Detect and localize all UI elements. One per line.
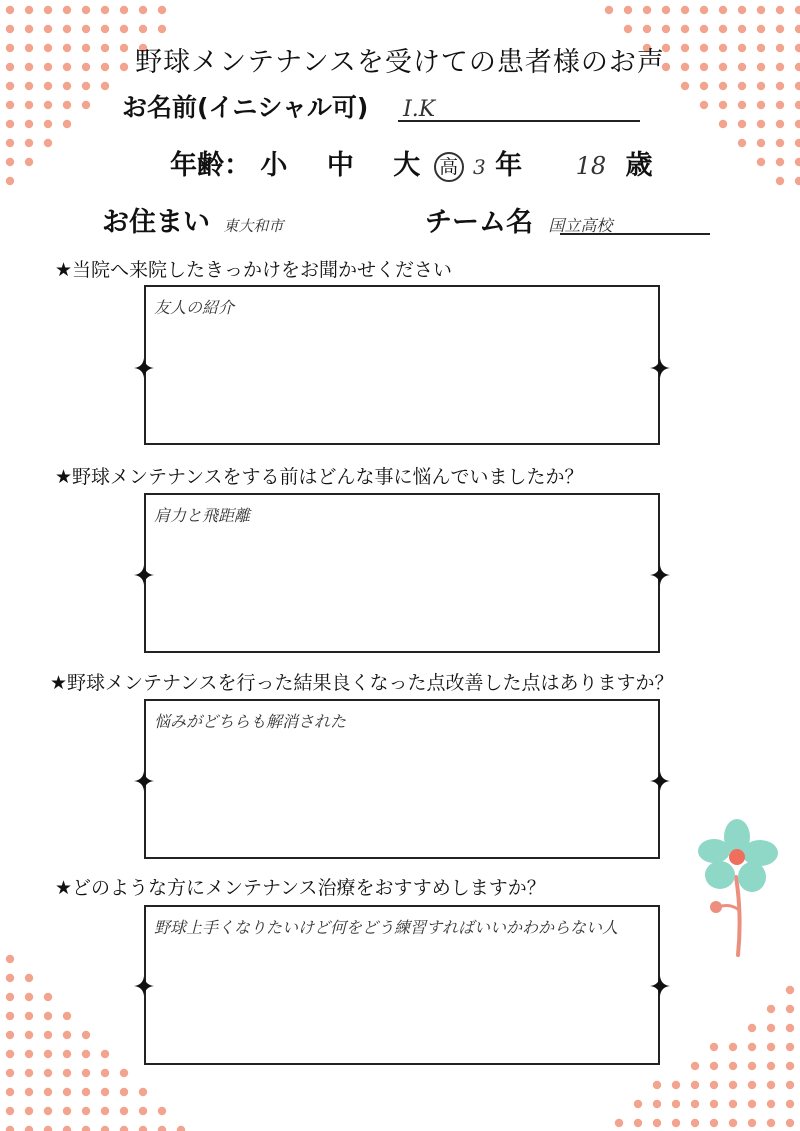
decor-dot — [63, 82, 71, 90]
decor-dot — [6, 1088, 14, 1096]
sparkle-icon — [650, 976, 670, 996]
decor-dot — [634, 1119, 642, 1127]
decor-dot — [710, 1043, 718, 1051]
decor-dot — [748, 1024, 756, 1032]
grade-value: 3 — [473, 155, 486, 179]
age-unit: 歳 — [625, 150, 653, 181]
school-option-elementary: 小 — [260, 150, 288, 181]
decor-dot — [63, 1088, 71, 1096]
decor-dot — [6, 1031, 14, 1039]
decor-dot — [786, 1024, 794, 1032]
answer-4: 野球上手くなりたいけど何をどう練習すればいいかわからない人 — [154, 918, 619, 937]
decor-dot — [767, 1024, 775, 1032]
decor-dot — [6, 1126, 14, 1131]
decor-dot — [767, 1005, 775, 1013]
decor-dot — [63, 101, 71, 109]
sparkle-icon — [134, 976, 154, 996]
decor-dot — [158, 1107, 166, 1115]
school-option-university: 大 — [393, 150, 421, 181]
decor-dot — [101, 82, 109, 90]
decor-dot — [738, 6, 746, 14]
decor-dot — [795, 101, 800, 109]
decor-dot — [691, 1119, 699, 1127]
decor-dot — [700, 82, 708, 90]
decor-dot — [25, 974, 33, 982]
decor-dot — [767, 1100, 775, 1108]
decor-dot — [767, 1062, 775, 1070]
decor-dot — [158, 1126, 166, 1131]
decor-dot — [25, 6, 33, 14]
decor-dot — [691, 1062, 699, 1070]
decor-dot — [729, 1043, 737, 1051]
address-row — [102, 200, 283, 239]
decor-dot — [710, 1062, 718, 1070]
team-underline — [560, 233, 710, 235]
page-title: 野球メンテナンスを受けての患者様のお声 — [135, 47, 665, 78]
decor-dot — [748, 1081, 756, 1089]
decor-dot — [710, 1100, 718, 1108]
sparkle-icon — [650, 565, 670, 585]
decor-dot — [63, 120, 71, 128]
decor-dot — [767, 1119, 775, 1127]
decor-dot — [662, 25, 670, 33]
decor-dot — [25, 101, 33, 109]
sparkle-icon — [134, 358, 154, 378]
decor-dot — [691, 1081, 699, 1089]
decor-dot — [738, 25, 746, 33]
decor-dot — [710, 1081, 718, 1089]
decor-dot — [748, 1119, 756, 1127]
team-value: 国立高校 — [548, 216, 613, 235]
decor-dot — [738, 120, 746, 128]
decor-dot — [82, 1050, 90, 1058]
decor-dot — [158, 6, 166, 14]
decor-dot — [25, 993, 33, 1001]
decor-dot — [738, 139, 746, 147]
decor-dot — [643, 25, 651, 33]
decor-dot — [786, 1043, 794, 1051]
sparkle-icon — [134, 771, 154, 791]
decor-dot — [6, 139, 14, 147]
question-1: ★当院へ来院したきっかけをお聞かせください — [55, 259, 453, 281]
question-4: ★どのような方にメンテナンス治療をおすすめしますか？ — [55, 877, 546, 899]
name-label: お名前(イニシャル可) — [122, 93, 369, 122]
decor-dot — [700, 101, 708, 109]
decor-dot — [681, 25, 689, 33]
answer-3: 悩みがどちらも解消された — [154, 712, 347, 731]
answer-1: 友人の紹介 — [154, 298, 235, 317]
answer-2: 肩力と飛距離 — [154, 506, 251, 525]
decor-dot — [795, 177, 800, 185]
decor-dot — [786, 1081, 794, 1089]
decor-dot — [719, 6, 727, 14]
decor-dot — [44, 1012, 52, 1020]
decor-dot — [786, 1005, 794, 1013]
answer-box-2 — [144, 493, 660, 653]
decor-dot — [63, 1050, 71, 1058]
decor-dot — [662, 6, 670, 14]
decor-dot — [757, 120, 765, 128]
decor-dot — [738, 101, 746, 109]
decor-dot — [757, 6, 765, 14]
decor-dot — [82, 101, 90, 109]
school-option-high-circled: 高 — [434, 152, 464, 182]
decor-dot — [786, 1100, 794, 1108]
decor-dot — [63, 25, 71, 33]
decor-dot — [120, 1088, 128, 1096]
decor-dot — [82, 1107, 90, 1115]
decor-dot — [786, 1119, 794, 1127]
decor-dot — [6, 1107, 14, 1115]
decor-dot — [25, 1012, 33, 1020]
decor-dot — [44, 1069, 52, 1077]
decor-dot — [729, 1081, 737, 1089]
decor-dot — [120, 1069, 128, 1077]
decor-dot — [776, 177, 784, 185]
decor-dot — [6, 25, 14, 33]
decor-dot — [719, 82, 727, 90]
decor-dot — [6, 974, 14, 982]
decor-dot — [738, 82, 746, 90]
decor-dot — [25, 158, 33, 166]
decor-dot — [82, 6, 90, 14]
decor-dot — [719, 25, 727, 33]
decor-dot — [25, 1126, 33, 1131]
decor-dot — [700, 25, 708, 33]
decor-dot — [748, 1043, 756, 1051]
decor-dot — [757, 101, 765, 109]
decor-dot — [101, 1050, 109, 1058]
decor-dot — [44, 1031, 52, 1039]
decor-dot — [44, 1088, 52, 1096]
address-label: お住まい — [102, 207, 210, 238]
decor-dot — [25, 25, 33, 33]
decor-dot — [776, 158, 784, 166]
decor-dot — [795, 139, 800, 147]
decor-dot — [44, 1107, 52, 1115]
decor-dot — [158, 25, 166, 33]
decor-dot — [6, 955, 14, 963]
decor-dot — [748, 1100, 756, 1108]
answer-box-1 — [144, 285, 660, 445]
decor-dot — [139, 25, 147, 33]
flower-icon — [690, 815, 790, 965]
sparkle-icon — [650, 771, 670, 791]
decor-dot — [719, 120, 727, 128]
decor-dot — [6, 6, 14, 14]
decor-dot — [6, 1050, 14, 1058]
decor-dot — [672, 1100, 680, 1108]
decor-dot — [605, 6, 613, 14]
decor-dot — [44, 120, 52, 128]
decor-dot — [101, 25, 109, 33]
decor-dot — [63, 1126, 71, 1131]
decor-dot — [6, 101, 14, 109]
name-row — [122, 88, 435, 124]
decor-dot — [624, 25, 632, 33]
decor-dot — [82, 82, 90, 90]
decor-dot — [6, 120, 14, 128]
decor-dot — [25, 1107, 33, 1115]
decor-dot — [776, 120, 784, 128]
address-value: 東大和市 — [223, 217, 284, 235]
decor-dot — [786, 1062, 794, 1070]
decor-dot — [101, 1126, 109, 1131]
decor-dot — [63, 1107, 71, 1115]
decor-dot — [767, 1081, 775, 1089]
decor-dot — [101, 1069, 109, 1077]
decor-dot — [101, 1107, 109, 1115]
decor-dot — [25, 120, 33, 128]
decor-dot — [139, 1088, 147, 1096]
grade-unit: 年 — [495, 150, 523, 181]
age-value: 18 — [575, 152, 607, 180]
decor-dot — [44, 139, 52, 147]
decor-dot — [776, 139, 784, 147]
decor-dot — [25, 139, 33, 147]
decor-dot — [44, 101, 52, 109]
decor-dot — [729, 1119, 737, 1127]
question-2: ★野球メンテナンスをする前はどんな事に悩んでいましたか？ — [55, 466, 584, 488]
decor-dot — [6, 1069, 14, 1077]
decor-dot — [25, 1050, 33, 1058]
sparkle-icon — [650, 358, 670, 378]
decor-dot — [120, 1126, 128, 1131]
decor-dot — [44, 993, 52, 1001]
decor-dot — [700, 6, 708, 14]
decor-dot — [653, 1119, 661, 1127]
decor-dot — [6, 177, 14, 185]
decor-dot — [44, 1050, 52, 1058]
decor-dot — [25, 82, 33, 90]
decor-dot — [691, 1100, 699, 1108]
decor-dot — [139, 1107, 147, 1115]
name-value: I.K — [403, 97, 436, 122]
decor-dot — [748, 1062, 756, 1070]
decor-dot — [653, 1100, 661, 1108]
decor-dot — [795, 82, 800, 90]
decor-dot — [6, 1012, 14, 1020]
decor-dot — [776, 6, 784, 14]
sparkle-icon — [134, 565, 154, 585]
age-label: 年齢： — [170, 150, 251, 181]
answer-box-4 — [144, 905, 660, 1065]
decor-dot — [44, 25, 52, 33]
decor-dot — [44, 82, 52, 90]
decor-dot — [44, 6, 52, 14]
decor-dot — [82, 1126, 90, 1131]
decor-dot — [776, 25, 784, 33]
decor-dot — [795, 25, 800, 33]
decor-dot — [615, 1119, 623, 1127]
decor-dot — [643, 6, 651, 14]
decor-dot — [795, 6, 800, 14]
age-row — [170, 143, 653, 182]
school-option-junior: 中 — [326, 150, 354, 181]
answer-box-3 — [144, 699, 660, 859]
decor-dot — [6, 993, 14, 1001]
decor-dot — [795, 158, 800, 166]
decor-dot — [25, 1069, 33, 1077]
decor-dot — [795, 120, 800, 128]
decor-dot — [624, 6, 632, 14]
decor-dot — [120, 6, 128, 14]
decor-dot — [177, 1126, 185, 1131]
decor-dot — [82, 1031, 90, 1039]
team-label: チーム名 — [425, 207, 533, 238]
decor-dot — [681, 6, 689, 14]
decor-dot — [757, 82, 765, 90]
decor-dot — [82, 1088, 90, 1096]
decor-dot — [6, 82, 14, 90]
decor-dot — [25, 1031, 33, 1039]
decor-dot — [757, 158, 765, 166]
decor-dot — [729, 1100, 737, 1108]
decor-dot — [776, 101, 784, 109]
decor-dot — [710, 1119, 718, 1127]
decor-dot — [101, 1088, 109, 1096]
decor-dot — [786, 986, 794, 994]
decor-dot — [82, 25, 90, 33]
decor-dot — [719, 101, 727, 109]
decor-dot — [63, 1012, 71, 1020]
decor-dot — [672, 1119, 680, 1127]
decor-dot — [729, 1062, 737, 1070]
decor-dot — [681, 82, 689, 90]
decor-dot — [25, 1088, 33, 1096]
decor-dot — [6, 158, 14, 166]
decor-dot — [634, 1100, 642, 1108]
decor-dot — [767, 1043, 775, 1051]
name-underline — [398, 120, 640, 122]
decor-dot — [776, 82, 784, 90]
decor-dot — [63, 6, 71, 14]
decor-dot — [757, 25, 765, 33]
decor-dot — [757, 139, 765, 147]
decor-dot — [672, 1081, 680, 1089]
decor-dot — [139, 1126, 147, 1131]
decor-dot — [63, 1069, 71, 1077]
decor-dot — [139, 6, 147, 14]
decor-dot — [120, 1107, 128, 1115]
decor-dot — [63, 1031, 71, 1039]
decor-dot — [82, 1069, 90, 1077]
question-3: ★野球メンテナンスを行った結果良くなった点改善した点はありますか？ — [50, 672, 674, 694]
decor-dot — [101, 6, 109, 14]
decor-dot — [120, 25, 128, 33]
decor-dot — [44, 1126, 52, 1131]
decor-dot — [653, 1081, 661, 1089]
